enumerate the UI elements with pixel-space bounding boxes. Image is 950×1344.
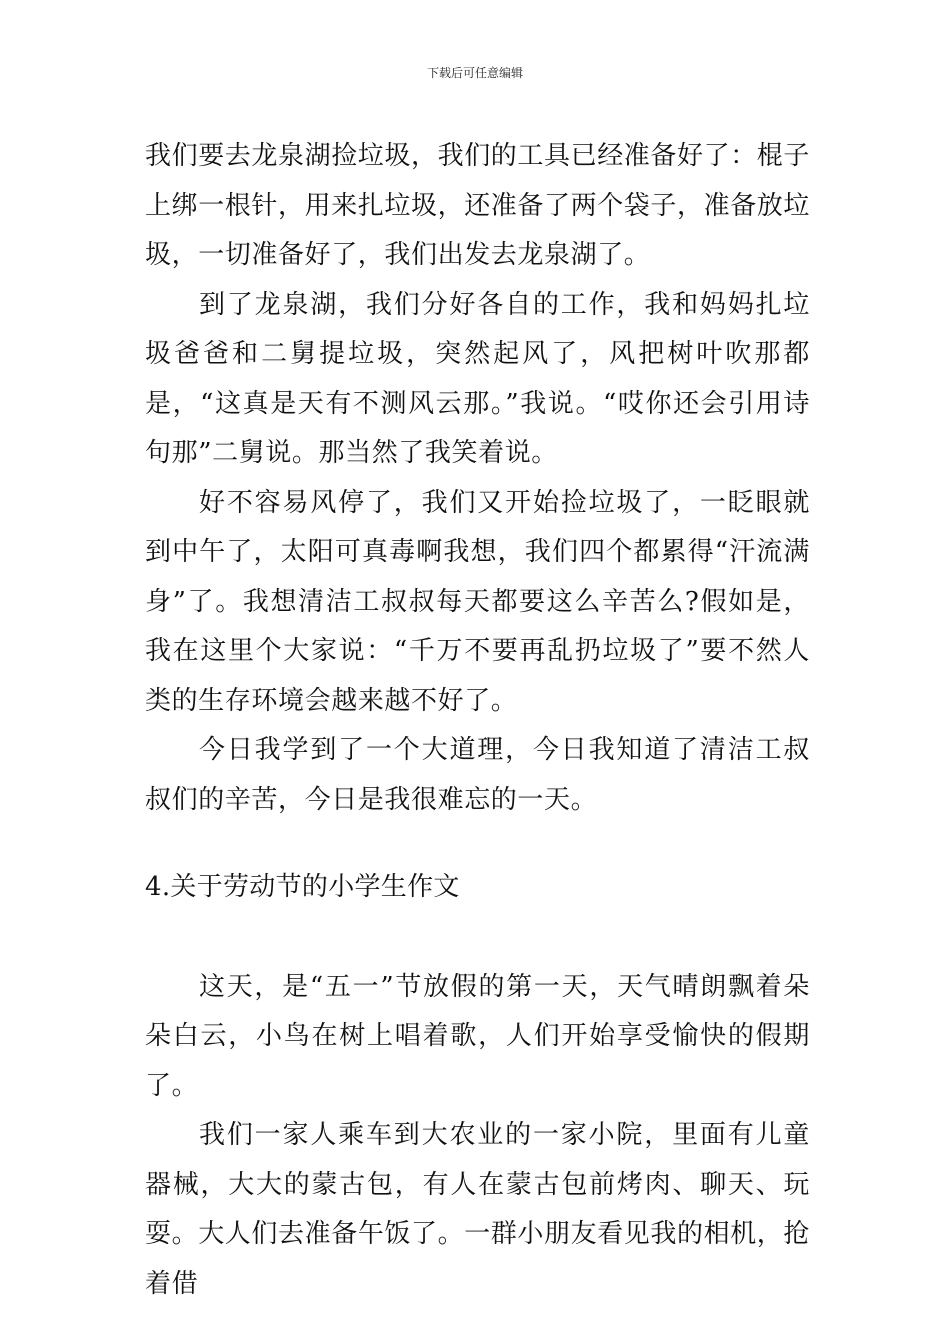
paragraph-4: 今日我学到了一个大道理，今日我知道了清洁工叔叔们的辛苦，今日是我很难忘的一天。 bbox=[145, 735, 810, 815]
spacer bbox=[145, 913, 810, 963]
paragraph-1: 我们要去龙泉湖捡垃圾，我们的工具已经准备好了：棍子上绑一根针，用来扎垃圾，还准备了两个袋子，准备放垃圾，一切准备好了，我们出发去龙泉湖了。 bbox=[145, 141, 811, 270]
paragraph-6: 我们一家人乘车到大农业的一家小院，里面有儿童器械，大大的蒙古包，有人在蒙古包前烤肉、聊天、玩耍。大人们去准备午饭了。一群小朋友看见我的相机，抢着借 bbox=[145, 1120, 811, 1299]
paragraph-5: 这天，是“五一”节放假的第一天，天气晴朗飘着朵朵白云，小鸟在树上唱着歌，人们开始享受愉快的假期了。 bbox=[145, 971, 810, 1101]
paragraph-2: 到了龙泉湖，我们分好各自的工作，我和妈妈扎垃圾爸爸和二舅提垃圾，突然起风了，风把树叶吹那都是，“这真是天有不测风云那。”我说。“哎你还会引用诗句那”二舅说。那当然了我笑着说。 bbox=[145, 289, 810, 468]
page-header: 下载后可任意编辑 bbox=[426, 66, 523, 80]
paragraph-3: 好不容易风停了，我们又开始捡垃圾了，一眨眼就到中午了，太阳可真毒啊我想，我们四个都累得“汗流满身”了。我想清洁工叔叔每天都要这么辛苦么?假如是，我在这里个大家说：“千万不要再乱扔垃圾了”要不然人类的生存环境会越来越不好了。 bbox=[145, 487, 810, 716]
document-body bbox=[145, 132, 810, 1309]
section-heading: 4.关于劳动节的小学生作文 bbox=[145, 872, 460, 902]
spacer bbox=[145, 825, 810, 863]
